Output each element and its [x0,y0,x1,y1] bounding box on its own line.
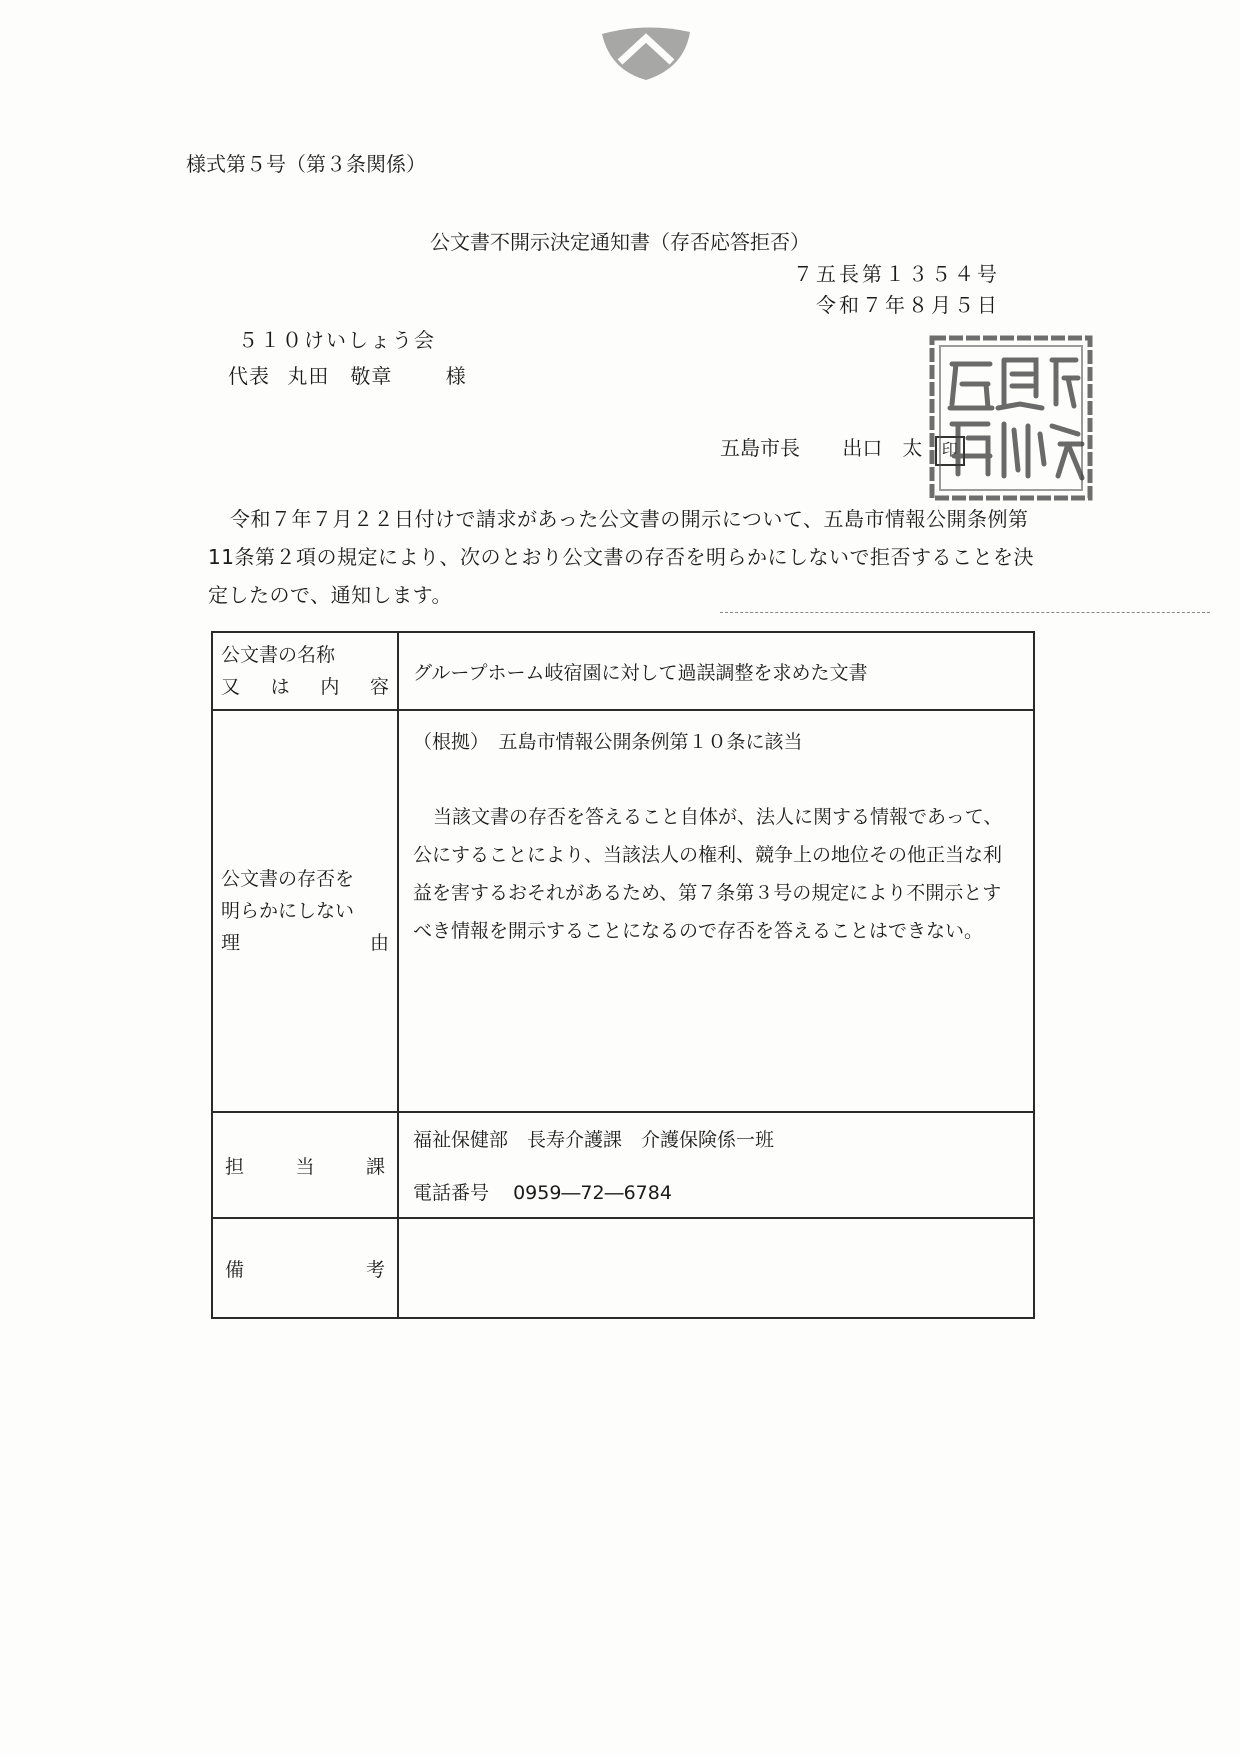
notice-body-text: 令和７年７月２２日付けで請求があった公文書の開示について、五島市情報公開条例第11条第２項の規定により、次のとおり公文書の存否を明らかにしないで拒否することを決定したので、通知します。 [208,507,1034,607]
recipient-representative [228,360,467,389]
row-document-name [212,632,1034,710]
phone-label: 電話番号 [413,1182,490,1204]
top-binding-mark [598,22,694,82]
reason-basis: （根拠） 五島市情報公開条例第１０条に該当 [413,731,803,753]
sender-name: 出口 太 [842,436,923,460]
sender-title: 五島市長 [720,436,800,460]
label-document-name [212,632,398,710]
value-reason [398,710,1034,1112]
row-remarks [212,1218,1034,1318]
label-document-name-line1: 公文書の名称 [221,644,336,666]
value-remarks [398,1218,1034,1318]
official-seal-stamp [928,334,1094,502]
recipient-name: 丸田 敬章 [287,364,393,388]
seal-mark: 印 [935,436,965,466]
department-phone [413,1178,1019,1205]
row-department [212,1112,1034,1218]
label-remarks: 備 考 [212,1218,398,1318]
recipient-honorific: 様 [445,364,467,388]
value-document-name: グループホーム岐宿園に対して過誤調整を求めた文書 [398,632,1034,710]
recipient-organization: ５１０けいしょう会 [238,328,436,352]
label-reason: 公文書の存否を 明らかにしない 理 由 [212,710,398,1112]
notice-table [211,631,1035,1319]
reason-body: 当該文書の存否を答えること自体が、法人に関する情報であって、公にすることにより、当該法人の権利、競争上の地位その他正当な利益を害するおそれがあるため、第７条第３号の規定により不開示とすべき情報を開示することになるので存否を答えることはできない。 [413,806,1003,942]
phone-number: 0959―72―6784 [513,1182,672,1204]
department-name: 福祉保健部 長寿介護課 介護保険係一班 [413,1129,775,1151]
scan-artifact-line [720,612,1210,613]
document-number: ７五長第１３５４号 [793,262,1000,286]
label-document-name-line2: 又 は 内 容 [221,676,389,698]
label-department: 担 当 課 [212,1112,398,1218]
document-date: 令和７年８月５日 [816,293,1000,317]
form-number-label: 様式第５号（第３条関係） [186,152,426,176]
recipient-title: 代表 [228,364,270,388]
value-department [398,1112,1034,1218]
document-title: 公文書不開示決定通知書（存否応答拒否） [430,230,810,254]
row-reason [212,710,1034,1112]
